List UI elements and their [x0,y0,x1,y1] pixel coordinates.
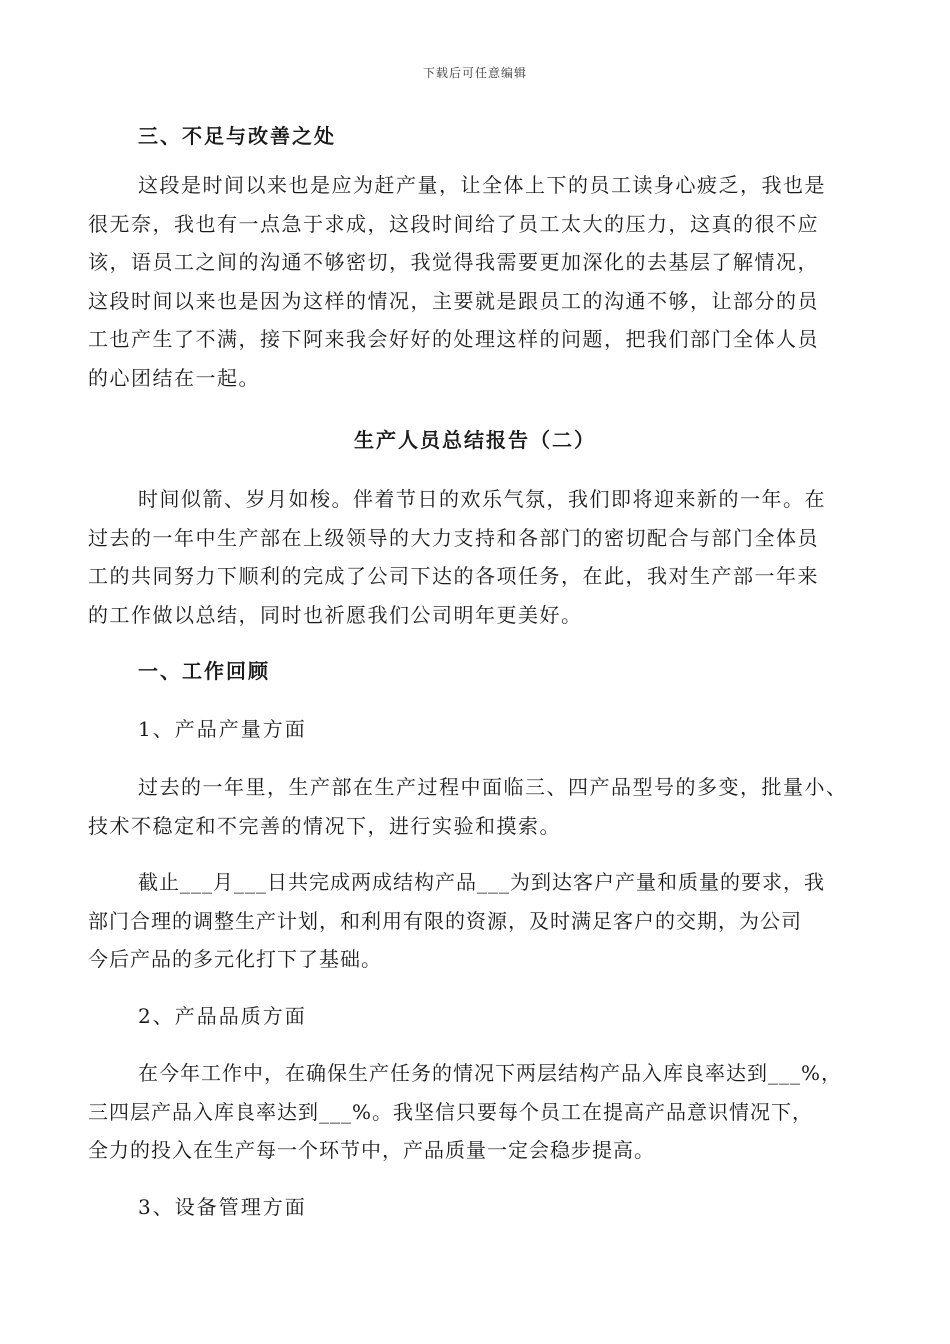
text-line: 的心团结在一起。 [88,365,260,390]
section-heading-review: 一、工作回顾 [138,659,270,683]
paragraph-intro [88,480,868,634]
text-line: 时间似箭、岁月如梭。伴着节日的欢乐气氛，我们即将迎来新的一年。在 [138,487,826,511]
text-line: 的工作做以总结，同时也祈愿我们公司明年更美好。 [88,602,583,627]
paragraph-production-count [88,863,868,979]
text-line: 工也产生了不满，接下阿来我会好好的处理这样的问题，把我们部门全体人员 [88,327,819,351]
subheading-quality: 2、产品品质方面 [138,1004,307,1028]
paragraph-quality [88,1054,868,1170]
section-heading-improvement: 三、不足与改善之处 [138,124,336,148]
text-line: 这段时间以来也是因为这样的情况，主要就是跟员工的沟通不够，让部分的员 [88,288,819,313]
subheading-output: 1、产品产量方面 [138,717,307,741]
text-line: 技术不稳定和不完善的情况下，进行实验和摸索。 [88,813,561,838]
paragraph-output [88,768,868,845]
text-line: 很无奈，我也有一点急于求成，这段时间给了员工太大的压力，这真的很不应 [88,211,819,236]
subheading-equipment: 3、设备管理方面 [138,1195,307,1219]
text-line: 全力的投入在生产每一个环节中，产品质量一定会稳步提高。 [88,1138,655,1162]
text-line: 过去的一年中生产部在上级领导的大力支持和各部门的密切配合与部门全体员 [88,525,819,550]
text-line: 三四层产品入库良率达到___%。我坚信只要每个员工在提高产品意识情况下， [88,1099,814,1124]
page-header: 下载后可任意编辑 [422,66,527,80]
text-line: 部门合理的调整生产计划，和利用有限的资源，及时满足客户的交期，为公司 [88,908,802,933]
report-title: 生产人员总结报告（二） [354,428,596,452]
text-line: 过去的一年里，生产部在生产过程中面临三、四产品型号的多变，批量小、 [138,775,848,799]
text-line: 今后产品的多元化打下了基础。 [88,947,382,971]
text-line: 该，语员工之间的沟通不够密切，我觉得我需要更加深化的去基层了解情况， [88,250,819,274]
text-line: 截止___月___日共完成两成结构产品___为到达客户产量和质量的要求，我 [138,870,825,894]
text-line: 在今年工作中，在确保生产任务的情况下两层结构产品入库良率达到___%， [138,1061,843,1085]
text-line: 工的共同努力下顺利的完成了公司下达的各项任务，在此，我对生产部一年来 [88,564,819,588]
text-line: 这段是时间以来也是应为赶产量，让全体上下的员工读身心疲乏，我也是 [138,173,826,197]
paragraph-improvement [88,166,868,397]
